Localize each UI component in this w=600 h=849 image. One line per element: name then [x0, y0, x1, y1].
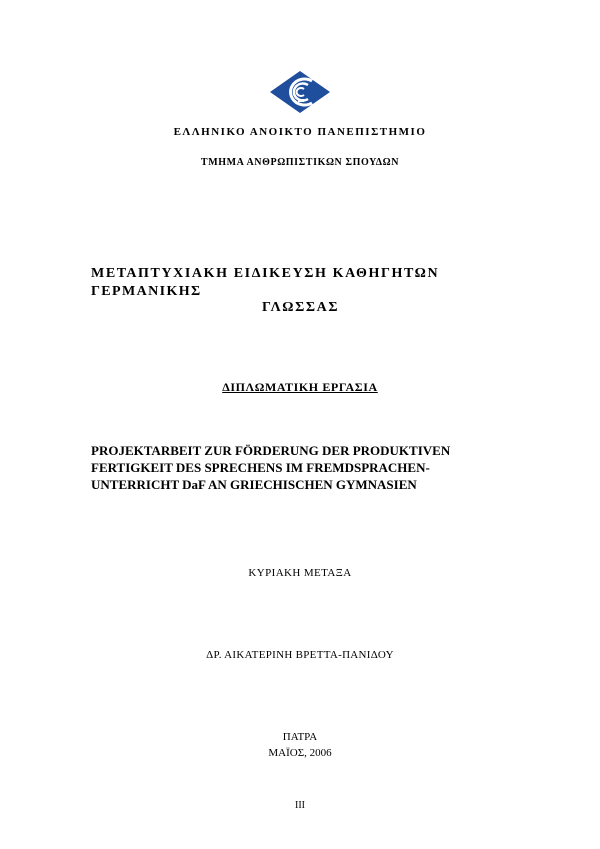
university-logo-icon: [268, 70, 332, 114]
author-name: ΚΥΡΙΑΚΗ ΜΕΤΑΞΑ: [248, 567, 352, 579]
specialization-line-2: ΓΕΡΜΑΝΙΚΗΣ: [91, 284, 202, 299]
thesis-type-heading: ΔΙΠΛΩΜΑΤΙΚΗ ΕΡΓΑΣΙΑ: [222, 380, 378, 394]
thesis-title-line-3: UNTERRICHT DaF AN GRIECHISCHEN GYMNASIEN: [91, 477, 417, 492]
thesis-title-line-2: FERTIGKEIT DES SPRECHENS IM FREMDSPRACHEN-: [91, 460, 430, 475]
department-name: ΤΜΗΜΑ ΑΝΘΡΩΠΙΣΤΙΚΩΝ ΣΠΟΥΔΩΝ: [200, 157, 400, 168]
university-name: ΕΛΛΗΝΙΚΟ ΑΝΟΙΚΤΟ ΠΑΝΕΠΙΣΤΗΜΙΟ: [173, 126, 427, 138]
specialization-line-1: ΜΕΤΑΠΤΥΧΙΑΚΗ ΕΙΔΙΚΕΥΣΗ ΚΑΘΗΓΗΤΩΝ: [91, 266, 440, 281]
thesis-title-line-1: PROJEKTARBEIT ZUR FÖRDERUNG DER PRODUKTIVEN: [91, 443, 451, 458]
supervisor-name: ΔΡ. ΑΙΚΑΤΕΡΙΝΗ ΒΡΕΤΤΑ-ΠΑΝΙΔΟΥ: [206, 649, 394, 661]
page-number: III: [295, 800, 305, 811]
date: ΜΑΪΟΣ, 2006: [268, 747, 332, 759]
place: ΠΑΤΡΑ: [282, 731, 318, 743]
specialization-line-3: ΓΛΩΣΣΑΣ: [262, 300, 340, 315]
